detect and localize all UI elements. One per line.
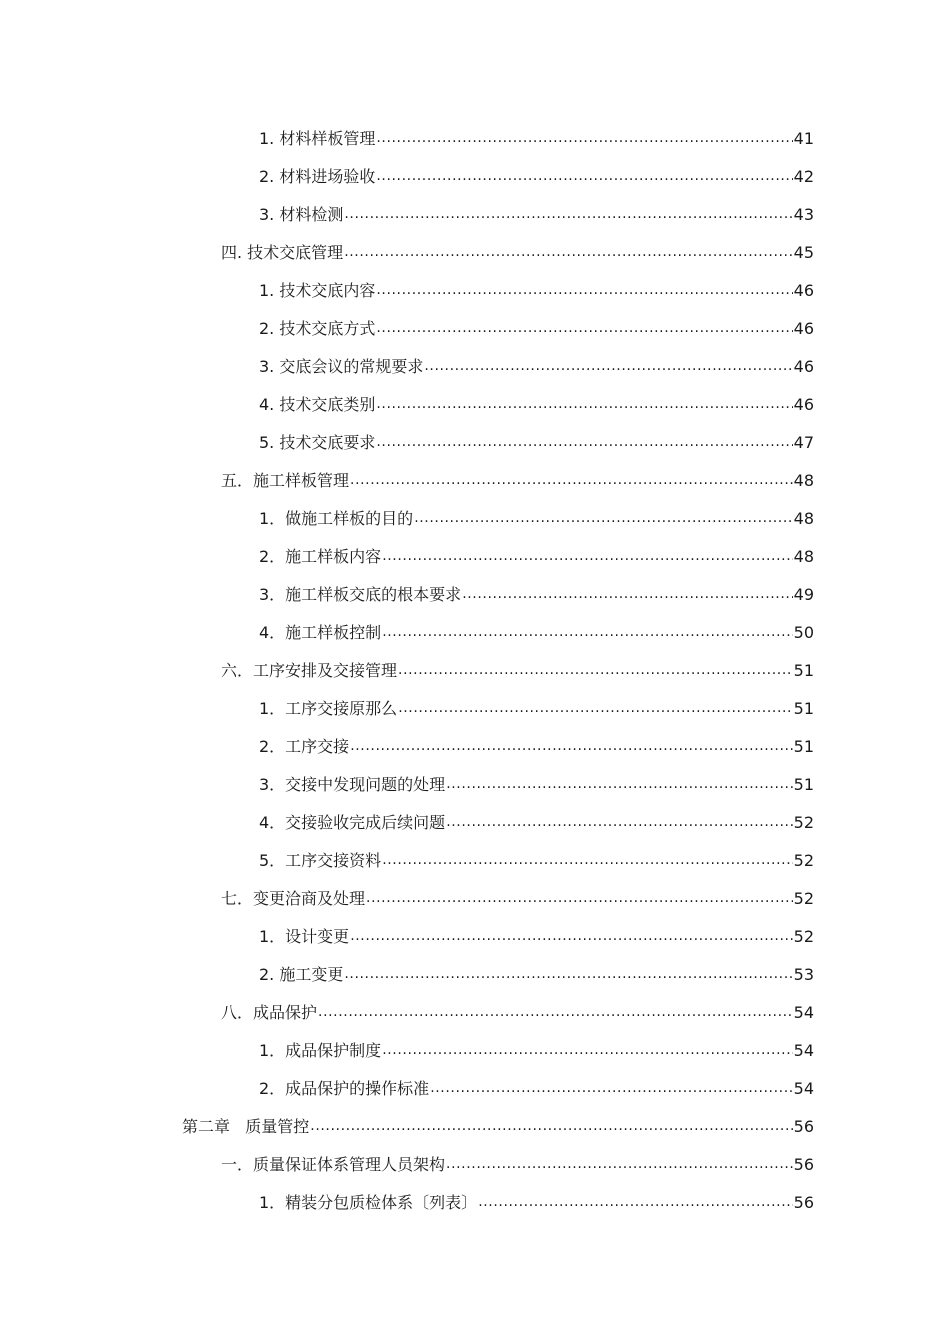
toc-subsection-entry[interactable]	[259, 538, 814, 576]
toc-entry-page-number: 56	[793, 1117, 814, 1136]
toc-entry-page-number: 56	[793, 1155, 814, 1174]
toc-entry-page-number: 53	[793, 965, 814, 984]
toc-entry-page-number: 54	[793, 1041, 814, 1060]
toc-entry-title: 七．变更洽商及处理	[221, 889, 366, 908]
dot-leader	[366, 889, 793, 909]
dot-leader	[376, 129, 792, 149]
toc-subsection-entry[interactable]	[259, 196, 814, 234]
toc-entry-title: 4．交接验收完成后续问题	[259, 813, 446, 832]
toc-subsection-entry[interactable]	[259, 614, 814, 652]
toc-subsection-entry[interactable]	[259, 956, 814, 994]
toc-entry-title: 5. 技术交底要求	[259, 433, 376, 452]
toc-entry-title: 2．工序交接	[259, 737, 350, 756]
toc-entry-title: 1．成品保护制度	[259, 1041, 382, 1060]
toc-entry-title: 4．施工样板控制	[259, 623, 382, 642]
toc-subsection-entry[interactable]	[259, 576, 814, 614]
dot-leader	[446, 813, 792, 833]
toc-section-entry[interactable]	[221, 462, 814, 500]
toc-entry-page-number: 46	[793, 281, 814, 300]
toc-entry-page-number: 46	[793, 395, 814, 414]
toc-entry-page-number: 48	[793, 471, 814, 490]
toc-subsection-entry[interactable]	[259, 158, 814, 196]
toc-section-entry[interactable]	[221, 1146, 814, 1184]
toc-entry-title: 2．成品保护的操作标准	[259, 1079, 430, 1098]
toc-entry-title: 四. 技术交底管理	[221, 243, 344, 262]
toc-subsection-entry[interactable]	[259, 348, 814, 386]
dot-leader	[382, 851, 792, 871]
dot-leader	[446, 775, 792, 795]
dot-leader	[478, 1193, 792, 1213]
toc-section-entry[interactable]	[221, 234, 814, 272]
dot-leader	[376, 395, 792, 415]
dot-leader	[350, 927, 792, 947]
toc-entry-page-number: 47	[793, 433, 814, 452]
toc-entry-title: 3. 材料检测	[259, 205, 344, 224]
toc-entry-page-number: 41	[793, 129, 814, 148]
dot-leader	[398, 661, 793, 681]
toc-subsection-entry[interactable]	[259, 424, 814, 462]
toc-entry-title: 八．成品保护	[221, 1003, 318, 1022]
dot-leader	[344, 243, 792, 263]
dot-leader	[318, 1003, 793, 1023]
toc-subsection-entry[interactable]	[259, 728, 814, 766]
toc-entry-title: 3．交接中发现问题的处理	[259, 775, 446, 794]
toc-subsection-entry[interactable]	[259, 120, 814, 158]
dot-leader	[350, 737, 792, 757]
toc-entry-page-number: 56	[793, 1193, 814, 1212]
toc-subsection-entry[interactable]	[259, 310, 814, 348]
toc-section-entry[interactable]	[221, 652, 814, 690]
toc-entry-title: 2．施工样板内容	[259, 547, 382, 566]
toc-entry-title: 2. 材料进场验收	[259, 167, 376, 186]
toc-entry-page-number: 51	[793, 661, 814, 680]
dot-leader	[430, 1079, 792, 1099]
toc-entry-page-number: 51	[793, 699, 814, 718]
toc-entry-page-number: 51	[793, 775, 814, 794]
toc-subsection-entry[interactable]	[259, 500, 814, 538]
dot-leader	[446, 1155, 793, 1175]
toc-entry-page-number: 46	[793, 319, 814, 338]
toc-subsection-entry[interactable]	[259, 1070, 814, 1108]
toc-section-entry[interactable]	[221, 880, 814, 918]
dot-leader	[414, 509, 792, 529]
toc-entry-page-number: 48	[793, 509, 814, 528]
dot-leader	[424, 357, 792, 377]
toc-entry-title: 1. 材料样板管理	[259, 129, 376, 148]
dot-leader	[310, 1117, 792, 1137]
toc-entry-title: 3. 交底会议的常规要求	[259, 357, 424, 376]
toc-entry-title: 六．工序安排及交接管理	[221, 661, 398, 680]
toc-entry-page-number: 48	[793, 547, 814, 566]
dot-leader	[344, 965, 792, 985]
dot-leader	[376, 433, 792, 453]
toc-chapter-entry[interactable]	[182, 1108, 814, 1146]
toc-entry-title: 一．质量保证体系管理人员架构	[221, 1155, 446, 1174]
toc-entry-title: 1．工序交接原那么	[259, 699, 398, 718]
toc-entry-page-number: 46	[793, 357, 814, 376]
dot-leader	[382, 623, 792, 643]
dot-leader	[376, 281, 792, 301]
toc-entry-page-number: 52	[793, 927, 814, 946]
toc-section-entry[interactable]	[221, 994, 814, 1032]
toc-entry-title: 2. 施工变更	[259, 965, 344, 984]
toc-entry-page-number: 43	[793, 205, 814, 224]
dot-leader	[376, 167, 792, 187]
toc-subsection-entry[interactable]	[259, 804, 814, 842]
dot-leader	[376, 319, 792, 339]
toc-entry-page-number: 51	[793, 737, 814, 756]
toc-subsection-entry[interactable]	[259, 918, 814, 956]
toc-subsection-entry[interactable]	[259, 842, 814, 880]
toc-entry-title: 5．工序交接资料	[259, 851, 382, 870]
toc-entry-title: 1．精装分包质检体系〔列表〕	[259, 1193, 478, 1212]
toc-subsection-entry[interactable]	[259, 386, 814, 424]
dot-leader	[382, 1041, 792, 1061]
toc-subsection-entry[interactable]	[259, 766, 814, 804]
toc-entry-page-number: 45	[793, 243, 814, 262]
dot-leader	[344, 205, 792, 225]
toc-subsection-entry[interactable]	[259, 1184, 814, 1222]
toc-entry-title: 1. 技术交底内容	[259, 281, 376, 300]
toc-entry-page-number: 54	[793, 1079, 814, 1098]
toc-entry-title: 4. 技术交底类别	[259, 395, 376, 414]
toc-subsection-entry[interactable]	[259, 690, 814, 728]
dot-leader	[382, 547, 792, 567]
toc-entry-title: 3．施工样板交底的根本要求	[259, 585, 462, 604]
toc-entry-title: 五．施工样板管理	[221, 471, 350, 490]
toc-entry-page-number: 50	[793, 623, 814, 642]
toc-entry-page-number: 42	[793, 167, 814, 186]
toc-entry-title: 2. 技术交底方式	[259, 319, 376, 338]
toc-entry-title: 第二章 质量管控	[182, 1117, 310, 1136]
toc-entry-page-number: 52	[793, 813, 814, 832]
toc-subsection-entry[interactable]	[259, 272, 814, 310]
toc-subsection-entry[interactable]	[259, 1032, 814, 1070]
toc-entry-page-number: 54	[793, 1003, 814, 1022]
toc-entry-page-number: 52	[793, 889, 814, 908]
dot-leader	[462, 585, 792, 605]
toc-entry-page-number: 49	[793, 585, 814, 604]
toc-entry-title: 1．做施工样板的目的	[259, 509, 414, 528]
dot-leader	[398, 699, 792, 719]
toc-entry-title: 1．设计变更	[259, 927, 350, 946]
toc-entry-page-number: 52	[793, 851, 814, 870]
dot-leader	[350, 471, 793, 491]
